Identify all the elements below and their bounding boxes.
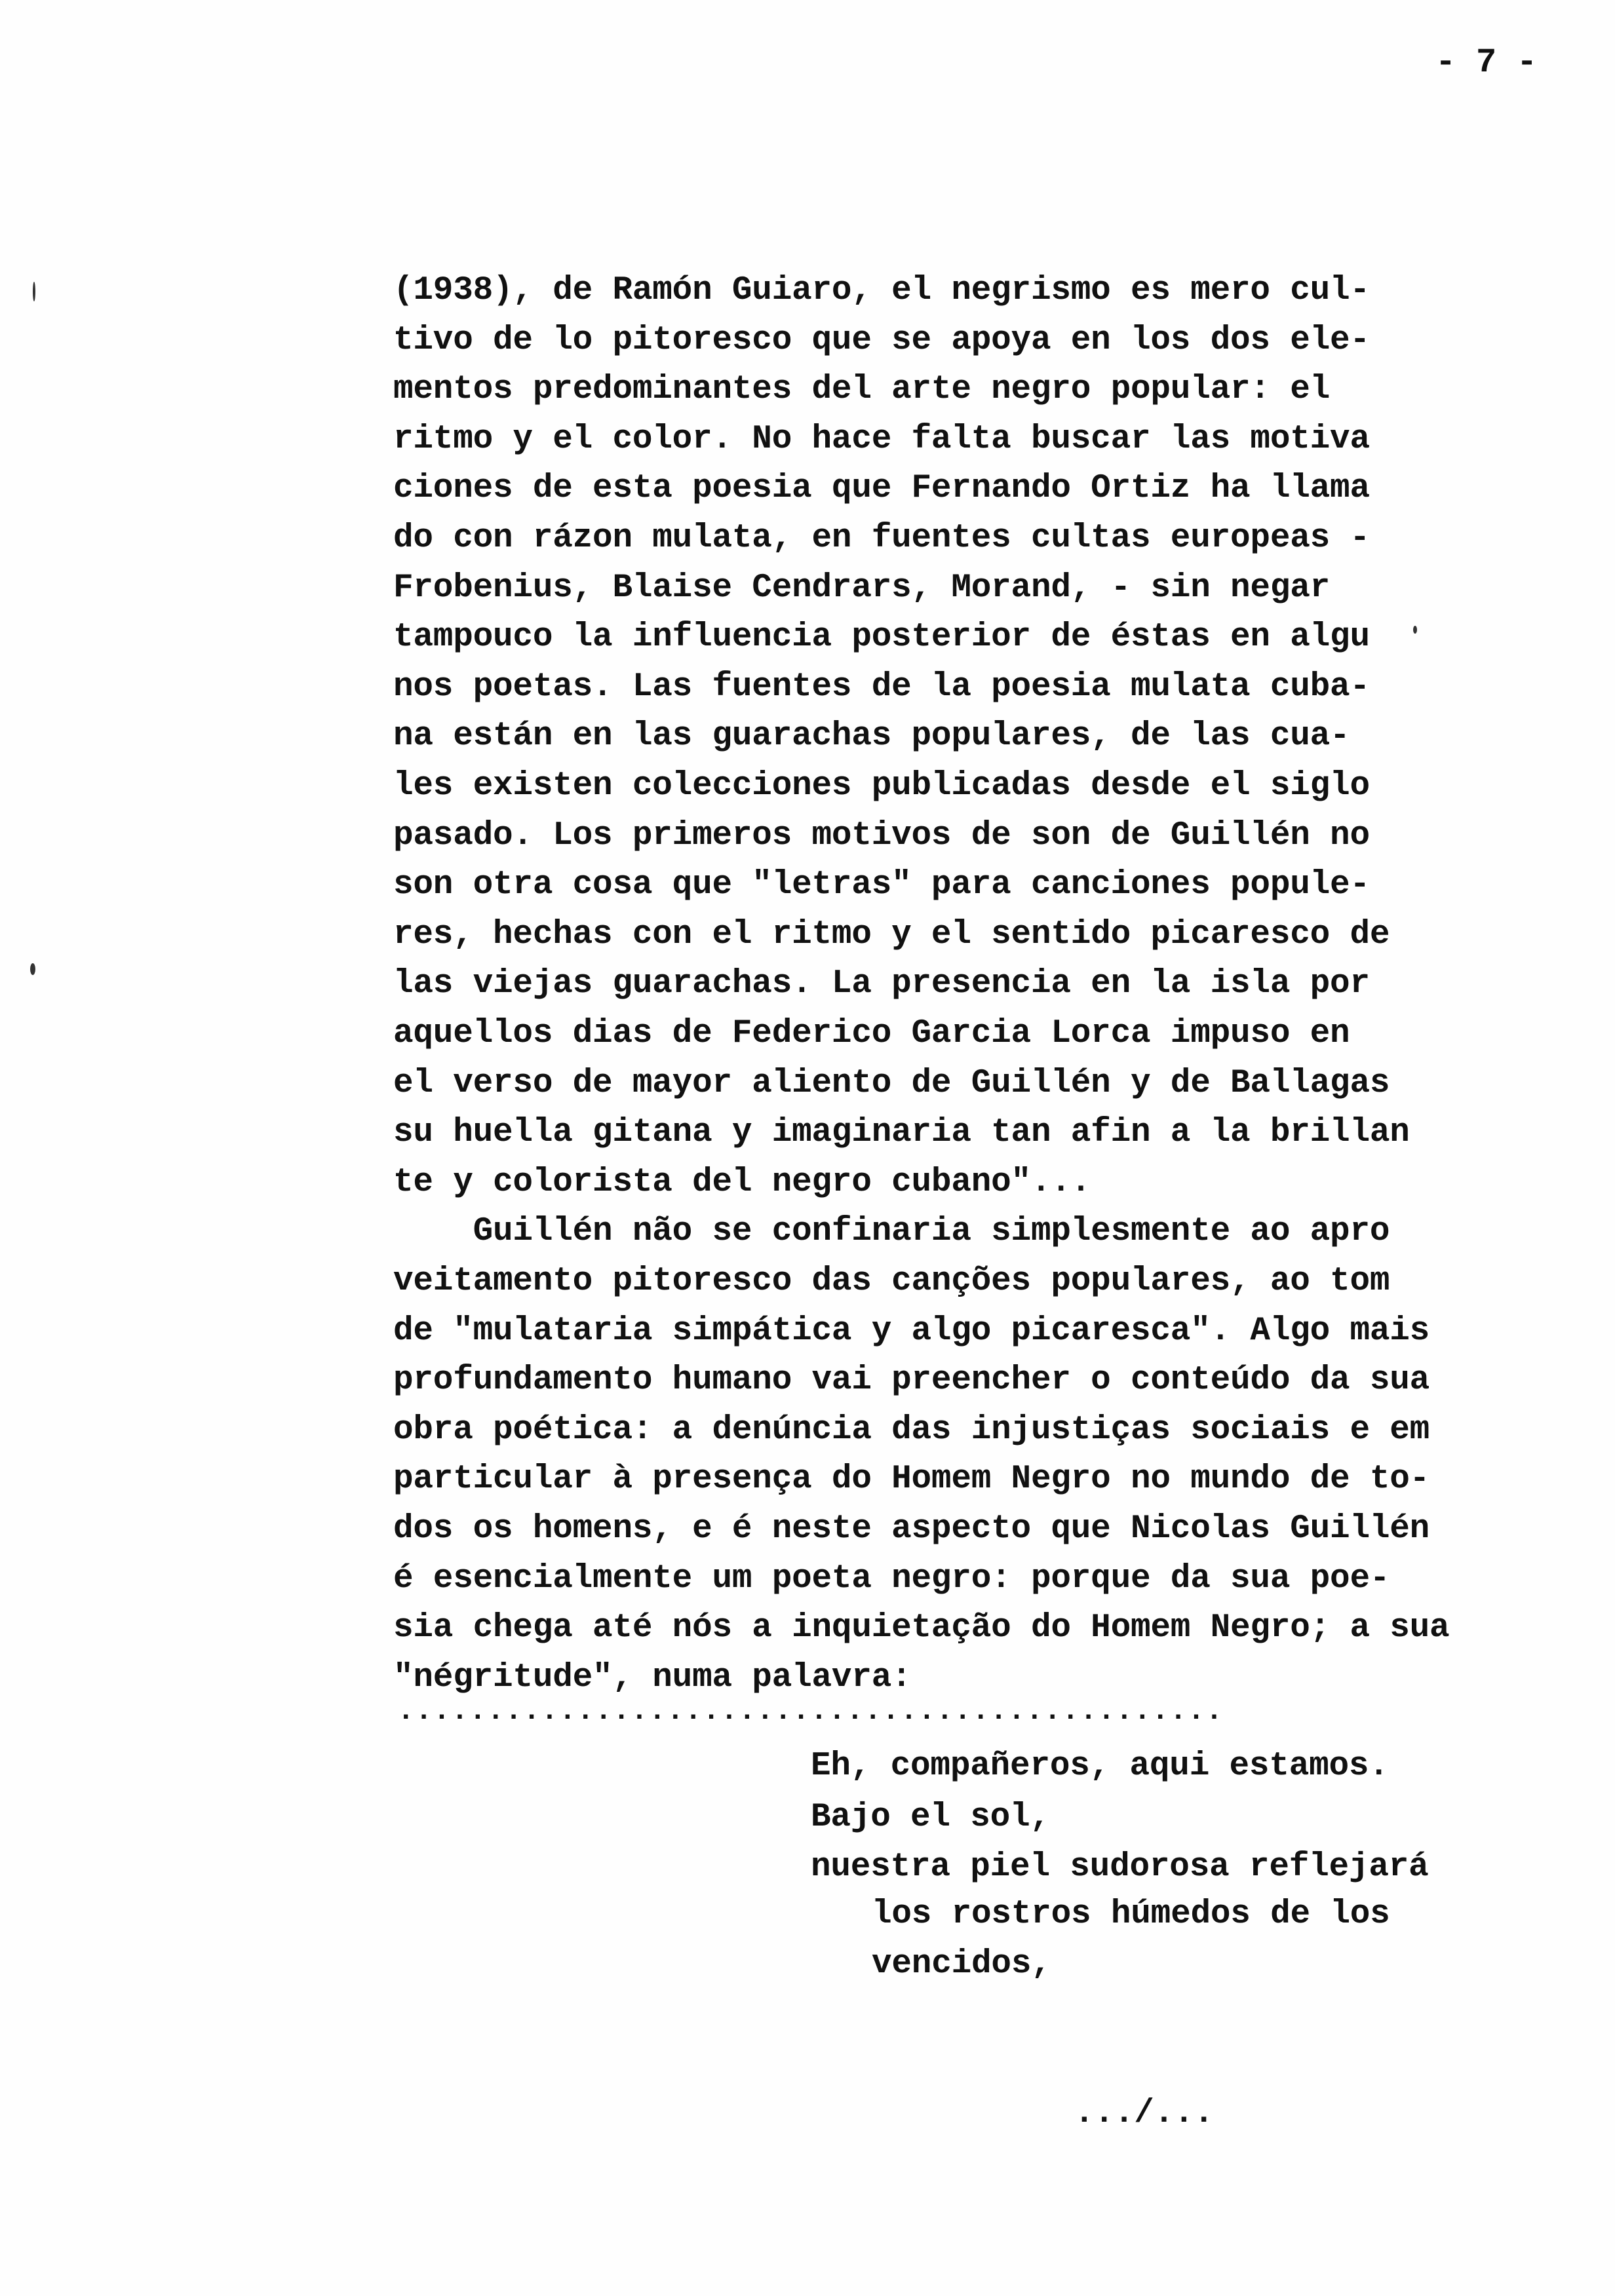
scan-speck [1413, 626, 1417, 634]
dotted-separator: .............................................. [397, 1695, 1224, 1728]
poem-line: nuestra piel sudorosa reflejará [811, 1848, 1429, 1886]
body-line: é esencialmente um poeta negro: porque da sua poe- [393, 1559, 1390, 1598]
body-line: na están en las guarachas populares, de las cua- [393, 718, 1350, 756]
body-line: res, hechas con el ritmo y el sentido picaresco de [393, 915, 1390, 953]
body-line: veitamento pitoresco das canções populares, ao tom [393, 1263, 1390, 1300]
body-line: les existen colecciones publicadas desde el siglo [393, 767, 1370, 805]
body-line: aquellos dias de Federico Garcia Lorca impuso en [393, 1015, 1350, 1052]
body-line: tivo de lo pitoresco que se apoya en los dos ele- [393, 321, 1370, 359]
poem-line: Bajo el sol, [811, 1799, 1050, 1836]
body-line: particular à presença do Homem Negro no mundo de to- [393, 1461, 1430, 1499]
body-line: de "mulataria simpática y algo picaresca". Algo mais [393, 1312, 1430, 1350]
poem-line: los rostros húmedos de los [872, 1896, 1390, 1933]
body-line: Frobenius, Blaise Cendrars, Morand, - sin negar [393, 569, 1331, 607]
body-line: su huella gitana y imaginaria tan afin a la brillan [393, 1114, 1410, 1152]
body-line: son otra cosa que "letras" para canciones popule- [393, 866, 1370, 904]
body-line: sia chega até nós a inquietação do Homem Negro; a sua [393, 1609, 1450, 1647]
body-line: tampouco la influencia posterior de éstas en algu [393, 619, 1370, 657]
body-line: Guillén não se confinaria simplesmente ao apro [393, 1213, 1390, 1251]
body-line: mentos predominantes del arte negro popular: el [393, 371, 1331, 409]
body-line: pasado. Los primeros motivos de son de Guillén no [393, 816, 1370, 854]
continuation-mark: .../... [1074, 2095, 1214, 2132]
body-line: dos os homens, e é neste aspecto que Nicolas Guillén [393, 1510, 1430, 1548]
poem-line: Eh, compañeros, aqui estamos. [811, 1748, 1389, 1785]
body-line: ritmo y el color. No hace falta buscar las motiva [393, 420, 1370, 458]
scan-speck [33, 282, 35, 301]
body-line: do con rázon mulata, en fuentes cultas europeas - [393, 520, 1370, 557]
scan-speck [30, 963, 35, 975]
body-line: (1938), de Ramón Guiaro, el negrismo es mero cul- [393, 272, 1370, 309]
body-line: las viejas guarachas. La presencia en la isla por [393, 965, 1370, 1003]
body-line: "négritude", numa palavra: [393, 1658, 912, 1696]
page-number: - 7 - [1435, 43, 1538, 82]
body-line: te y colorista del negro cubano"... [393, 1163, 1091, 1201]
poem-line: vencidos, [872, 1945, 1051, 1983]
body-line: obra poética: a denúncia das injustiças sociais e em [393, 1411, 1430, 1449]
body-line: ciones de esta poesia que Fernando Ortiz ha llama [393, 470, 1370, 508]
body-line: profundamento humano vai preencher o conteúdo da sua [393, 1362, 1430, 1400]
body-line: nos poetas. Las fuentes de la poesia mulata cuba- [393, 668, 1370, 706]
body-line: el verso de mayor aliento de Guillén y de Ballagas [393, 1064, 1390, 1102]
